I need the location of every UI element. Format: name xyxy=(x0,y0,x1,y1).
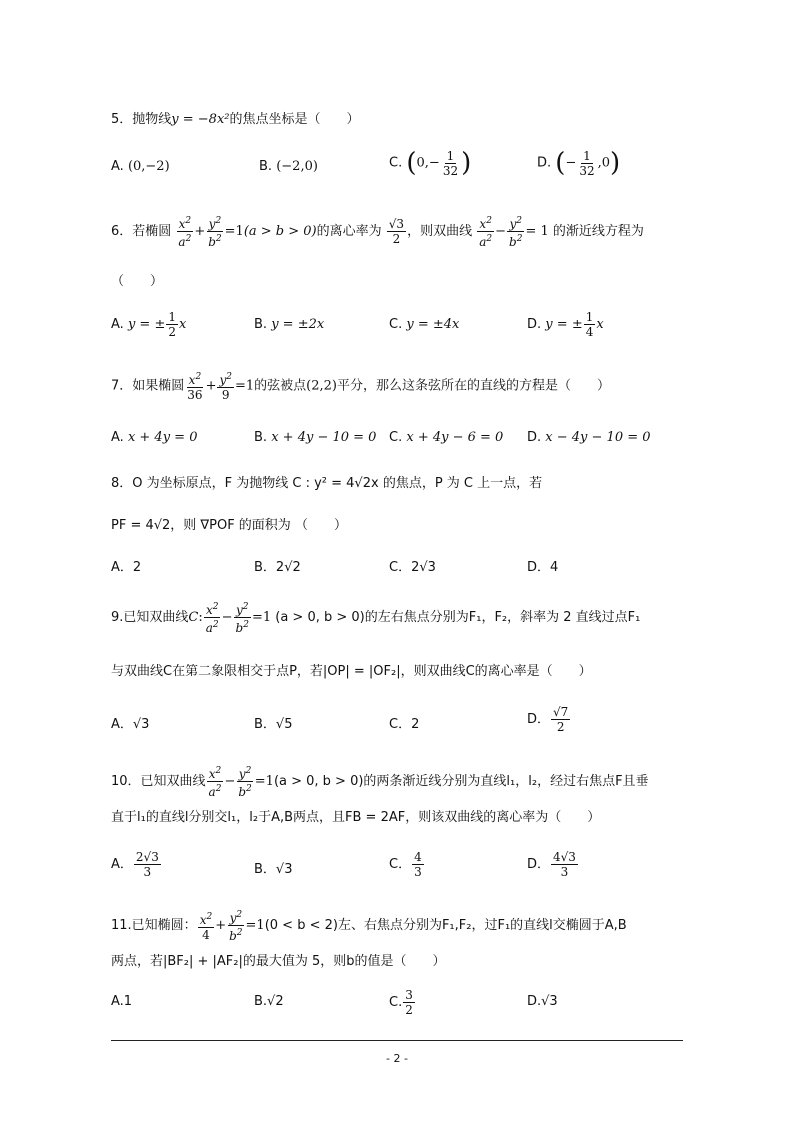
q5-option-a xyxy=(111,159,170,174)
q9-lead: 9.已知双曲线 xyxy=(111,610,189,625)
q9-options xyxy=(111,705,711,735)
option-value: y = ±2x xyxy=(271,317,325,332)
q10-line2: 直于l₁的直线l分别交l₁，l₂于A,B两点，且FB = 2AF，则该双曲线的离心率为（ ） xyxy=(111,810,601,825)
q10-option-b: B．√3 xyxy=(254,862,293,877)
q6-condition: (a > b > 0) xyxy=(243,224,317,239)
option-letter: D. xyxy=(537,155,552,171)
q6-suffix: 的渐近线方程为 xyxy=(552,224,644,239)
q6-option-c xyxy=(389,317,459,332)
q9-tail: (a > 0, b > 0)的左右焦点分别为F₁，F₂，斜率为 2 直线过点F₁ xyxy=(275,610,641,625)
q7-option-b xyxy=(254,430,376,445)
q9-option-a: A．√3 xyxy=(111,717,150,732)
q7-options xyxy=(111,430,711,460)
option-value: x − 4y − 10 = 0 xyxy=(545,430,651,445)
q7-point: (2,2) xyxy=(306,378,337,394)
q9-option-d: D． $\frac{√7}{2}$ xyxy=(527,705,569,734)
q7-option-d xyxy=(527,430,651,445)
q11-line2: 两点，若|BF₂| + |AF₂|的最大值为 5，则b的值是（ ） xyxy=(111,954,446,969)
option-letter: C. xyxy=(389,430,403,445)
q10-line1: 10．已知双曲线 $\frac{x^2}{a^2}$ − $\frac{y^2}{b^2}$ =1(a > 0, b > 0)的两条渐近线分别为直线l₁，l₂，经过右焦点F且垂 xyxy=(111,766,649,799)
option-value: (−2,0) xyxy=(276,159,318,174)
q7-prefix: 7．如果椭圆 xyxy=(111,378,185,394)
q11-option-d: D.√3 xyxy=(527,994,558,1009)
q11-tail: (0 < b < 2)左、右焦点分别为F₁,F₂，过F₁的直线l交椭圆于A,B xyxy=(264,918,627,933)
q5-prefix: 5．抛物线 xyxy=(111,112,172,127)
option-letter: D. xyxy=(527,430,542,445)
q10-options xyxy=(111,850,711,880)
option-letter: D. xyxy=(527,317,542,332)
q11-line1: 11.已知椭圆： $\frac{x^2}{4}$ + $\frac{y^2}{b^2}$ =1(0 < b < 2)左、右焦点分别为F₁,F₂，过F₁的直线l交椭圆于A,B xyxy=(111,910,627,943)
q5-option-d: D. (− $\frac{1}{32}$ ,0) xyxy=(537,148,621,178)
q10-option-d: D． $\frac{4√3}{3}$ xyxy=(527,850,576,879)
q8-line1: 8．O 为坐标原点，F 为抛物线 C : y² = 4√2x 的焦点，P 为 C 上一点，若 xyxy=(111,476,543,491)
q10-option-a: A． $\frac{2√3}{3}$ xyxy=(111,850,159,879)
q6-prefix: 6．若椭圆 xyxy=(111,224,172,239)
option-letter: A. xyxy=(111,159,124,174)
option-value: y = ±4x xyxy=(406,317,460,332)
q5-option-c: C. (0,− $\frac{1}{32}$ ) xyxy=(389,148,472,178)
q7-option-a xyxy=(111,430,197,445)
q5-options xyxy=(111,148,711,183)
option-value: (0,−2) xyxy=(127,159,170,174)
q8-option-b: B．2√2 xyxy=(254,560,301,575)
q6-option-b xyxy=(254,317,324,332)
q6-option-d: D. y = ± $\frac{1}{4}$ x xyxy=(527,310,604,339)
footer-rule xyxy=(111,1040,683,1041)
q7-mid: 的弦被点 xyxy=(254,378,307,394)
page-number: - 2 - xyxy=(386,1052,408,1065)
q6-mid: 的离心率为 xyxy=(316,224,382,239)
q10-lead: 10．已知双曲线 xyxy=(111,774,206,789)
q11-option-c: C. $\frac{3}{2}$ xyxy=(389,988,413,1017)
q7-suffix: 平分，那么这条弦所在的直线的方程是（ ） xyxy=(337,378,611,394)
q9-line2: 与双曲线C在第二象限相交于点P，若|OP| = |OF₂|，则双曲线C的离心率是（ ） xyxy=(111,664,592,679)
q6-options xyxy=(111,310,711,340)
q5-suffix: 的焦点坐标是（ ） xyxy=(229,112,360,127)
q11-option-b: B.√2 xyxy=(254,994,284,1009)
q11-option-a: A.1 xyxy=(111,994,133,1009)
q11-options xyxy=(111,988,711,1018)
q8-option-a: A．2 xyxy=(111,560,142,575)
q11-lead: 11.已知椭圆： xyxy=(111,918,197,933)
question-5 xyxy=(111,108,360,127)
option-letter: A. xyxy=(111,430,124,445)
option-value: x + 4y − 6 = 0 xyxy=(406,430,504,445)
option-value: x + 4y = 0 xyxy=(127,430,198,445)
q7-option-c xyxy=(389,430,503,445)
q9-line1: 9.已知双曲线C: $\frac{x^2}{a^2}$ − $\frac{y^2}{b^2}$ =1 (a > 0, b > 0)的左右焦点分别为F₁，F₂，斜率为 2 直线过点F₁ xyxy=(111,602,641,635)
q8-options xyxy=(111,556,711,586)
option-letter: C. xyxy=(389,995,403,1010)
q9-option-c: C．2 xyxy=(389,717,420,732)
q10-tail: (a > 0, b > 0)的两条渐近线分别为直线l₁，l₂，经过右焦点F且垂 xyxy=(273,774,649,789)
option-letter: D． xyxy=(527,712,551,727)
option-letter: B. xyxy=(254,317,268,332)
option-letter: C． xyxy=(389,857,412,872)
option-letter: C. xyxy=(389,317,403,332)
q6-option-a: A. y = ± $\frac{1}{2}$ x xyxy=(111,310,187,339)
option-value: x + 4y − 10 = 0 xyxy=(271,430,377,445)
option-letter: D． xyxy=(527,857,551,872)
option-letter: A． xyxy=(111,857,133,872)
question-6: 6．若椭圆 $\frac{x^2}{a^2}$ + $\frac{y^2}{b^2}$ =1(a > b > 0)的离心率为 $\frac{√3}{2}$ ，则双曲线 $\frac{x^2}{a^2}$ − $\frac{y^2}{b^2}$ = 1 的渐近线方程为 xyxy=(111,216,644,249)
q10-option-c: C． $\frac{4}{3}$ xyxy=(389,850,422,879)
option-letter: B. xyxy=(254,430,268,445)
option-letter: B. xyxy=(259,159,273,174)
option-letter: A. xyxy=(111,317,124,332)
q6-line2: （ ） xyxy=(111,274,164,289)
q5-expr: y = −8x² xyxy=(171,112,230,127)
q8-option-d: D．4 xyxy=(527,560,559,575)
q8-option-c: C．2√3 xyxy=(389,560,436,575)
question-7: 7．如果椭圆 $\frac{x^2}{36}$ + $\frac{y^2}{9}$ =1的弦被点(2,2)平分，那么这条弦所在的直线的方程是（ ） xyxy=(111,372,611,402)
q8-line2: PF = 4√2，则 ∇POF 的面积为 （ ） xyxy=(111,518,347,533)
option-letter: C. xyxy=(389,155,403,171)
q5-option-b xyxy=(259,159,318,174)
q9-option-b: B．√5 xyxy=(254,717,293,732)
q6-mid2: ，则双曲线 xyxy=(407,224,473,239)
